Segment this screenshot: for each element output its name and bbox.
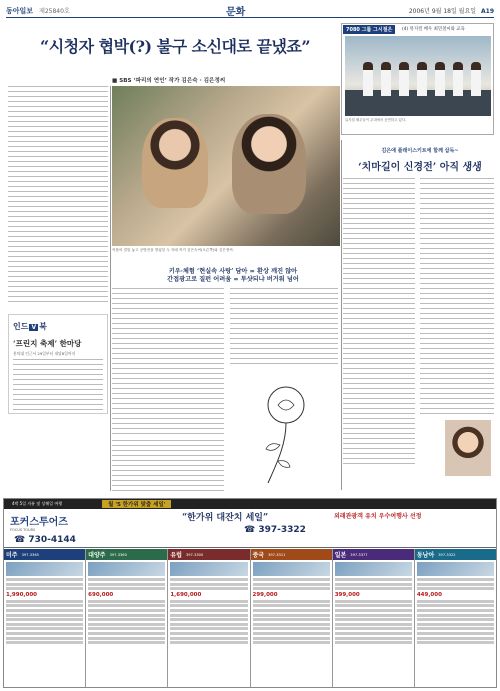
region-name: 미주	[6, 552, 18, 559]
listing-line	[170, 600, 247, 603]
right-text-column-2	[420, 178, 494, 416]
listing-line	[335, 632, 412, 635]
listing-line	[335, 627, 412, 630]
region-photo	[6, 562, 83, 576]
region-header	[168, 549, 249, 560]
region-header	[4, 549, 85, 560]
listing-line	[335, 587, 412, 590]
listing-line	[417, 609, 494, 612]
listing-line	[88, 578, 165, 581]
masthead	[6, 4, 494, 18]
region-column	[4, 549, 86, 687]
listing-line	[417, 583, 494, 586]
listing-line	[6, 587, 83, 590]
issue-number: 제25840호	[39, 8, 70, 15]
region-phone: 397-3322	[438, 552, 456, 557]
region-name: 중국	[252, 552, 265, 559]
listing-line	[253, 618, 330, 621]
subhead	[148, 268, 318, 284]
region-header	[86, 549, 167, 560]
region-column	[86, 549, 168, 687]
ad-band-text: 4박 5일 자유 및 상해일 여행	[12, 501, 63, 506]
listing-line	[417, 618, 494, 621]
region-column	[251, 549, 333, 687]
listing-line	[88, 587, 165, 590]
region-column	[168, 549, 250, 687]
listing-line	[417, 600, 494, 603]
region-phone: 397-3311	[268, 552, 286, 557]
region-header	[333, 549, 414, 560]
paper-name: 동아일보	[6, 6, 34, 15]
ad-band	[4, 499, 496, 509]
region-price: 690,000	[88, 592, 114, 599]
listing-line	[253, 637, 330, 640]
listing-line	[253, 627, 330, 630]
feature-caption: 뮤지컬 배우들이 무대에서 공연하고 있다.	[345, 118, 407, 122]
rose-illustration	[228, 375, 324, 485]
sidebar-box	[8, 314, 108, 414]
listing-line	[6, 583, 83, 586]
listing-line	[335, 583, 412, 586]
ad-logo-sub: FOCUS TOURS	[10, 528, 36, 532]
ad-logo	[10, 513, 110, 535]
feature-tag: 7080 그룹 그시절은	[343, 25, 395, 34]
ad-badge: 월 '5 한가위 맞춤 세일'	[102, 500, 171, 508]
column-divider	[110, 86, 111, 491]
listing-line	[6, 609, 83, 612]
region-photo	[335, 562, 412, 576]
ad-phone-2: ☎ 397-3322	[244, 525, 306, 535]
listing-line	[170, 609, 247, 612]
listing-line	[335, 578, 412, 581]
column-divider	[341, 140, 342, 490]
ad-slogan: “한가위 대잔치 세일”	[182, 513, 269, 523]
performer	[471, 62, 481, 96]
listing-line	[170, 604, 247, 607]
ad-region-columns	[4, 549, 496, 687]
article-left-column	[8, 86, 108, 306]
region-photo	[417, 562, 494, 576]
listing-line	[88, 600, 165, 603]
listing-line	[6, 632, 83, 635]
listing-line	[170, 641, 247, 644]
listing-line	[417, 604, 494, 607]
listing-line	[335, 614, 412, 617]
listing-line	[417, 637, 494, 640]
performer	[453, 62, 463, 96]
right-title: ‘치마길이 신경전’ 아직 생생	[358, 162, 482, 173]
listing-line	[88, 641, 165, 644]
date: 2006년 9월 18일 월요일	[408, 8, 477, 15]
region-column	[415, 549, 496, 687]
listing-line	[253, 623, 330, 626]
right-feature-box	[341, 23, 494, 135]
section-title: 문화	[226, 7, 246, 18]
performer	[399, 62, 409, 96]
listing-line	[253, 600, 330, 603]
listing-line	[335, 637, 412, 640]
listing-line	[335, 641, 412, 644]
listing-line	[417, 614, 494, 617]
listing-line	[170, 623, 247, 626]
subhead-line-1: 키우·체험 ‘현실속 사랑’ 담아 = 환상 깨진 않아	[168, 268, 298, 275]
ad-separator	[4, 547, 496, 548]
listing-line	[6, 614, 83, 617]
listing-line	[335, 600, 412, 603]
listing-line	[417, 627, 494, 630]
portrait-photo	[445, 420, 491, 476]
headline: “시청자 협박(?) 불구 소신대로 끝냈죠”	[40, 37, 311, 56]
region-price: 299,000	[252, 592, 278, 599]
article-bottom-column	[112, 440, 224, 492]
stage-photo	[345, 36, 491, 116]
listing-line	[88, 618, 165, 621]
listing-line	[417, 623, 494, 626]
feature-tagline: (4) 뮤지컬 배우 최민철씨와 교육	[402, 27, 465, 32]
listing-line	[335, 609, 412, 612]
listing-line	[170, 627, 247, 630]
sidebar-label	[13, 321, 47, 332]
listing-line	[417, 632, 494, 635]
right-kicker: 김은애 플래이스키트에 함께 삽독~	[381, 148, 459, 154]
listing-line	[88, 637, 165, 640]
performer	[381, 62, 391, 96]
ad-logo-name: 포커스투어즈	[10, 517, 68, 528]
region-phone: 397-3377	[350, 552, 368, 557]
sidebar-label-box: Ⅴ	[31, 324, 37, 331]
right-text-column-1	[343, 178, 415, 468]
listing-line	[6, 578, 83, 581]
listing-line	[170, 637, 247, 640]
listing-line	[88, 627, 165, 630]
performer	[417, 62, 427, 96]
listing-line	[253, 587, 330, 590]
listing-line	[6, 600, 83, 603]
listing-line	[417, 641, 494, 644]
region-price: 449,000	[416, 592, 442, 599]
region-phone: 397-3360	[109, 552, 127, 557]
listing-line	[88, 604, 165, 607]
article-mid-column-2	[230, 288, 338, 368]
listing-line	[170, 578, 247, 581]
article-mid-column-1	[112, 288, 224, 438]
listing-line	[253, 614, 330, 617]
listing-line	[253, 583, 330, 586]
listing-line	[170, 632, 247, 635]
region-phone: 397-3365	[21, 552, 39, 557]
region-name: 유럽	[170, 552, 182, 559]
listing-line	[170, 587, 247, 590]
rose-leaf	[278, 461, 290, 468]
ad-phone: ☎ 730-4144	[14, 535, 76, 545]
region-name: 동남아	[416, 552, 435, 559]
date-line	[409, 6, 494, 15]
sidebar-label-b: 북	[39, 321, 47, 331]
listing-line	[253, 632, 330, 635]
listing-line	[335, 604, 412, 607]
sidebar-title: ‘프린지 축제’ 한마당	[13, 339, 82, 348]
listing-line	[253, 609, 330, 612]
performer	[435, 62, 445, 96]
listing-line	[253, 641, 330, 644]
region-column	[333, 549, 415, 687]
region-photo	[88, 562, 165, 576]
listing-line	[6, 618, 83, 621]
listing-line	[88, 632, 165, 635]
ad-event: 외래관광객 유치 우수여행사 선정	[334, 513, 422, 520]
region-phone: 397-3300	[185, 552, 204, 557]
listing-line	[6, 627, 83, 630]
page-number: A19	[481, 8, 494, 15]
region-photo	[170, 562, 247, 576]
listing-line	[88, 609, 165, 612]
sidebar-label-a: 인드	[13, 321, 29, 331]
listing-line	[6, 637, 83, 640]
region-name: 일본	[334, 552, 347, 559]
rose-head	[268, 387, 304, 423]
sidebar-subtitle: 홍익대 인근서 29일부터 내달8일까지	[13, 351, 76, 356]
listing-line	[88, 583, 165, 586]
performer	[363, 62, 373, 96]
region-photo	[253, 562, 330, 576]
article-byline: ■ SBS ‘파리의 연인’ 작가 김은숙 · 김은정씨	[112, 78, 226, 84]
region-header	[415, 549, 496, 560]
subhead-line-2: 간접광고로 질펀 어려움 = 투샷되냐 버거워 넘어	[167, 276, 299, 283]
listing-line	[417, 587, 494, 590]
listing-line	[88, 623, 165, 626]
person-left	[142, 118, 208, 208]
listing-line	[170, 614, 247, 617]
listing-line	[253, 604, 330, 607]
listing-line	[6, 623, 83, 626]
listing-line	[335, 618, 412, 621]
region-name: 대양주	[88, 552, 106, 559]
listing-line	[170, 583, 247, 586]
listing-line	[170, 618, 247, 621]
rose-petal	[278, 400, 294, 410]
region-header	[251, 549, 332, 560]
region-price: 1,990,000	[6, 592, 37, 599]
rose-leaf	[266, 444, 280, 451]
listing-line	[6, 641, 83, 644]
sidebar-text	[13, 359, 103, 411]
listing-line	[417, 578, 494, 581]
listing-line	[335, 623, 412, 626]
region-price: 399,000	[334, 592, 360, 599]
travel-advertisement	[3, 498, 497, 688]
listing-line	[253, 578, 330, 581]
rose-stem	[268, 423, 286, 483]
listing-line	[6, 604, 83, 607]
person-right	[232, 114, 306, 214]
main-photo	[112, 86, 340, 246]
text-block	[8, 86, 108, 306]
listing-line	[88, 614, 165, 617]
region-price: 1,690,000	[170, 592, 202, 599]
photo-caption: 작품의 결말 놓고 공방전을 벌였던 두 자매 작가 김은숙씨(오른쪽)와 김은정씨.	[112, 248, 234, 252]
